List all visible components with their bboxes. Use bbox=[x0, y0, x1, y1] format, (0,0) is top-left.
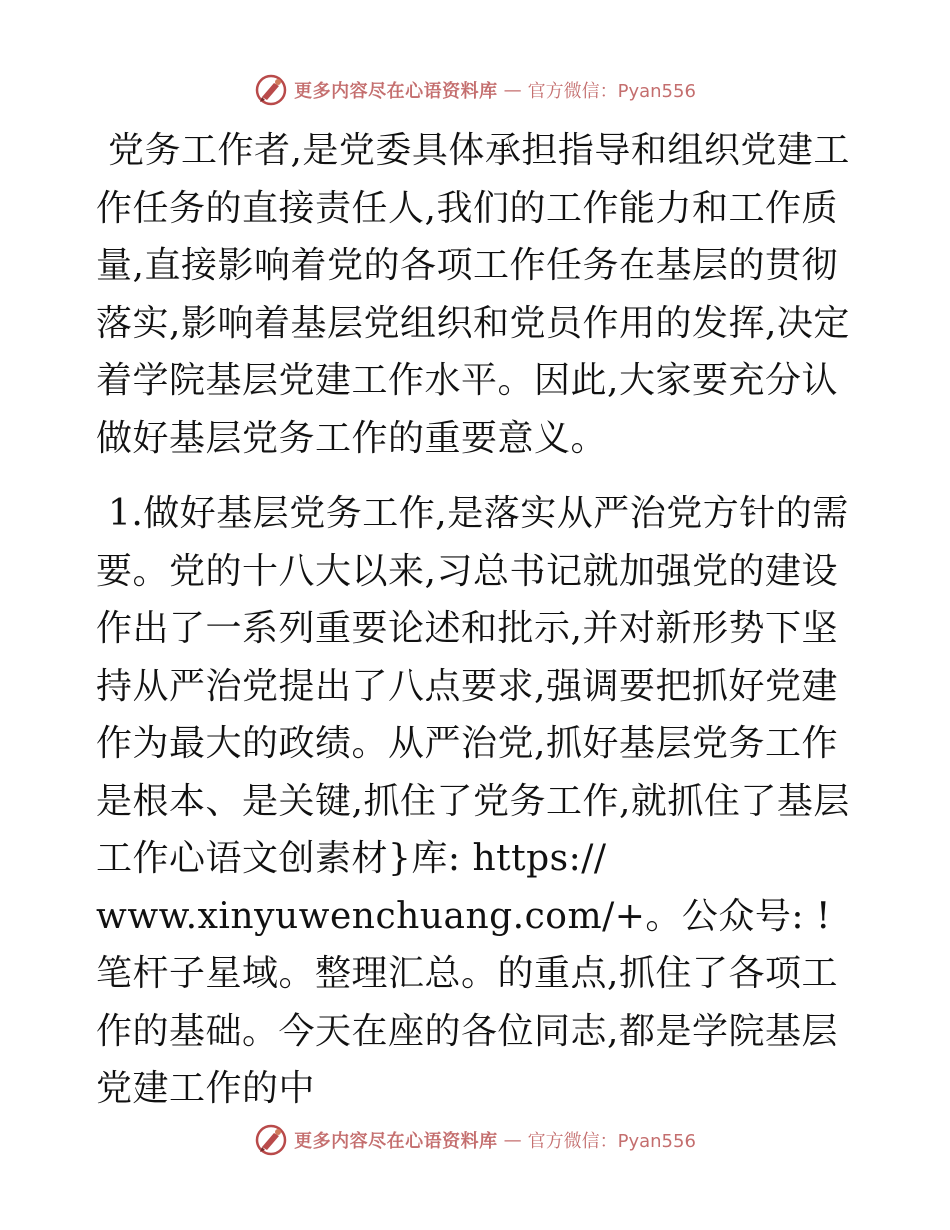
header-banner-dash: — bbox=[503, 79, 522, 101]
pen-circle-logo-icon bbox=[254, 73, 288, 107]
document-body bbox=[96, 122, 856, 1136]
footer-banner-dash: — bbox=[503, 1129, 522, 1151]
paragraph-intro: 党务工作者,是党委具体承担指导和组织党建工作任务的直接责任人,我们的工作能力和工作质量,直接影响着党的各项工作任务在基层的贯彻落实,影响着基层党组织和党员作用的发挥,决定着学院基层党建工作水平。因此,大家要充分认做好基层党务工作的重要意义。 bbox=[96, 130, 850, 459]
header-wechat-text: 官方微信：Pyan556 bbox=[527, 81, 696, 102]
pen-circle-logo-icon bbox=[254, 1123, 288, 1157]
footer-banner bbox=[0, 1120, 950, 1160]
paragraph-point-1: 1.做好基层党务工作,是落实从严治党方针的需要。党的十八大以来,习总书记就加强党的建设作出了一系列重要论述和批示,并对新形势下坚持从严治党提出了八点要求,强调要把抓好党建作为最大的政绩。从严治党,抓好基层党务工作是根本、是关键,抓住了党务工作,就抓住了基层工作心语文创素材}库: https:// www.xinyuwenchuang.com/+。公众号: ! 笔杆子星域。整理汇总。的重点,抓住了各项工作的基础。今天在座的各位同志,都是学院基层党建工作的中 bbox=[96, 493, 850, 1109]
header-banner bbox=[0, 70, 950, 110]
header-banner-text: 更多内容尽在心语资料库 bbox=[294, 81, 498, 102]
footer-wechat-text: 官方微信：Pyan556 bbox=[527, 1131, 696, 1152]
footer-banner-text: 更多内容尽在心语资料库 bbox=[294, 1131, 498, 1152]
